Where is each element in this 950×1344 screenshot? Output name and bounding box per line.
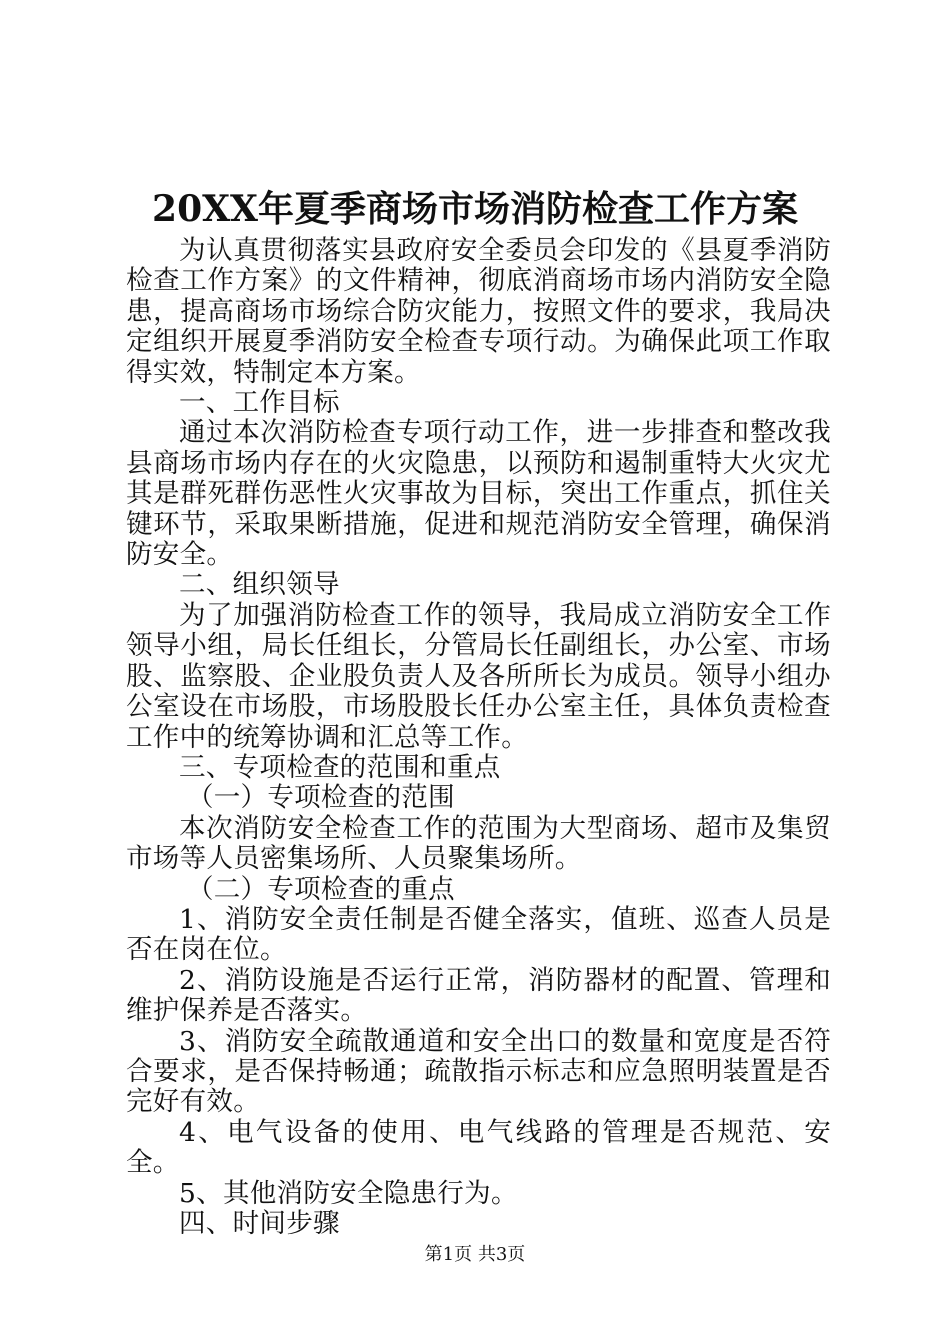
section-heading-goals: 一、工作目标: [179, 387, 340, 419]
subsection-heading-focus: （二）专项检查的重点: [186, 873, 455, 905]
leadership-paragraph: 为了加强消防检查工作的领导，我局成立消防安全工作领导小组，局长任组长，分管局长任副组长，办公室、市场股、监察股、企业股负责人及各所所长为成员。领导小组办公室设在市场股，市场股股长任办公室主任，具体负责检查工作中的统筹协调和汇总等工作。: [126, 599, 831, 753]
section-heading-leadership: 二、组织领导: [179, 569, 340, 601]
document-title: 20XX年夏季商场市场消防检查工作方案: [152, 188, 798, 230]
goals-paragraph: 通过本次消防检查专项行动工作，进一步排查和整改我县商场市场内存在的火灾隐患，以预防和遏制重特大火灾尤其是群死群伤恶性火灾事故为目标，突出工作重点，抓住关键环节，采取果断措施，促进和规范消防安全管理，确保消防安全。: [126, 417, 831, 571]
section-heading-scope: 三、专项检查的范围和重点: [179, 751, 501, 783]
focus-item-4: 4、电气设备的使用、电气线路的管理是否规范、安全。: [126, 1116, 831, 1179]
section-heading-schedule: 四、时间步骤: [179, 1208, 340, 1239]
page-footer: 第1页 共3页: [424, 1244, 526, 1265]
focus-item-1: 1、消防安全责任制是否健全落实，值班、巡查人员是否在岗在位。: [126, 903, 831, 966]
intro-paragraph: 为认真贯彻落实县政府安全委员会印发的《县夏季消防检查工作方案》的文件精神，彻底消商场市场内消防安全隐患，提高商场市场综合防灾能力，按照文件的要求，我局决定组织开展夏季消防安全检查专项行动。为确保此项工作取得实效，特制定本方案。: [126, 235, 831, 388]
focus-item-3: 3、消防安全疏散通道和安全出口的数量和宽度是否符合要求，是否保持畅通；疏散指示标志和应急照明装置是否完好有效。: [126, 1025, 831, 1118]
document-body: [126, 236, 831, 1239]
scope-paragraph: 本次消防安全检查工作的范围为大型商场、超市及集贸市场等人员密集场所、人员聚集场所。: [126, 812, 831, 875]
subsection-heading-scope: （一）专项检查的范围: [186, 782, 455, 814]
focus-item-5: 5、其他消防安全隐患行为。: [179, 1177, 518, 1209]
focus-item-2: 2、消防设施是否运行正常，消防器材的配置、管理和维护保养是否落实。: [126, 964, 831, 1027]
